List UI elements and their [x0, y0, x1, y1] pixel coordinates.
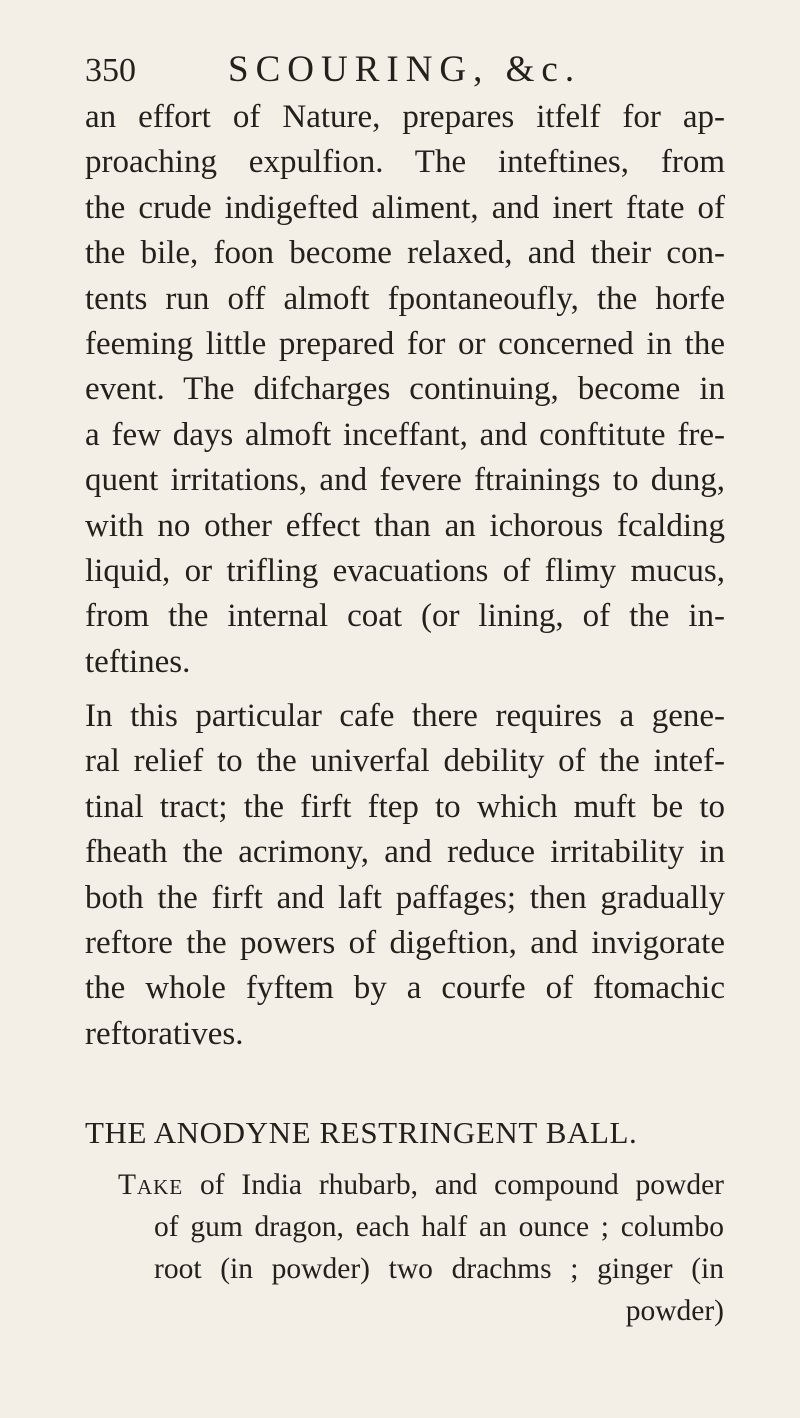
text-line: the bile, foon become relaxed, and their con- [85, 235, 725, 272]
text-line: a few days almoft inceffant, and conftitute fre- [85, 416, 725, 453]
paragraph-2 [85, 694, 725, 1057]
paragraph-1 [85, 95, 725, 685]
recipe-text [118, 1164, 724, 1332]
text-line: quent irritations, and fevere ftrainings to dung, [85, 462, 725, 499]
recipe-line [118, 1164, 724, 1206]
text-line: tents run off almoft fpontaneoufly, the horfe [85, 280, 725, 317]
text-line: both the firft and laft paffages; then gradually [85, 879, 725, 916]
text-line: teftines. [85, 643, 191, 680]
text-line: the whole fyftem by a courfe of ftomachic [85, 970, 725, 1007]
section-heading: THE ANODYNE RESTRINGENT BALL. [85, 1115, 638, 1150]
text-line: with no other effect than an ichorous fcalding [85, 507, 725, 544]
running-title: SCOURING, &c. [228, 49, 582, 90]
text-line: reftore the powers of digeftion, and invigorate [85, 925, 725, 962]
text-line: ral relief to the univerfal debility of the intef- [85, 743, 725, 780]
recipe-line: root (in powder) two drachms ; ginger (in [154, 1253, 724, 1285]
text-line: proaching expulfion. The inteftines, from [85, 144, 725, 181]
text-line: fheath the acrimony, and reduce irritability in [85, 834, 725, 871]
text-line: the crude indigefted aliment, and inert ftate of [85, 189, 725, 226]
recipe-lead-word: Take [118, 1169, 184, 1201]
recipe-line-rest: of India rhubarb, and compound powder [200, 1169, 724, 1201]
text-line: reftoratives. [85, 1015, 244, 1052]
text-line: feeming little prepared for or concerned in the [85, 326, 725, 363]
page-number: 350 [85, 52, 136, 89]
text-line: In this particular cafe there requires a gene- [85, 698, 725, 734]
recipe-line: of gum dragon, each half an ounce ; columbo [154, 1211, 724, 1243]
text-line: liquid, or trifling evacuations of flimy mucus, [85, 553, 725, 590]
recipe-line: powder) [625, 1295, 724, 1327]
text-line: event. The difcharges continuing, become in [85, 371, 725, 408]
text-line: from the internal coat (or lining, of the in- [85, 598, 725, 635]
text-line: an effort of Nature, prepares itfelf for ap- [85, 99, 725, 135]
text-line: tinal tract; the firft ftep to which muft be to [85, 788, 725, 825]
